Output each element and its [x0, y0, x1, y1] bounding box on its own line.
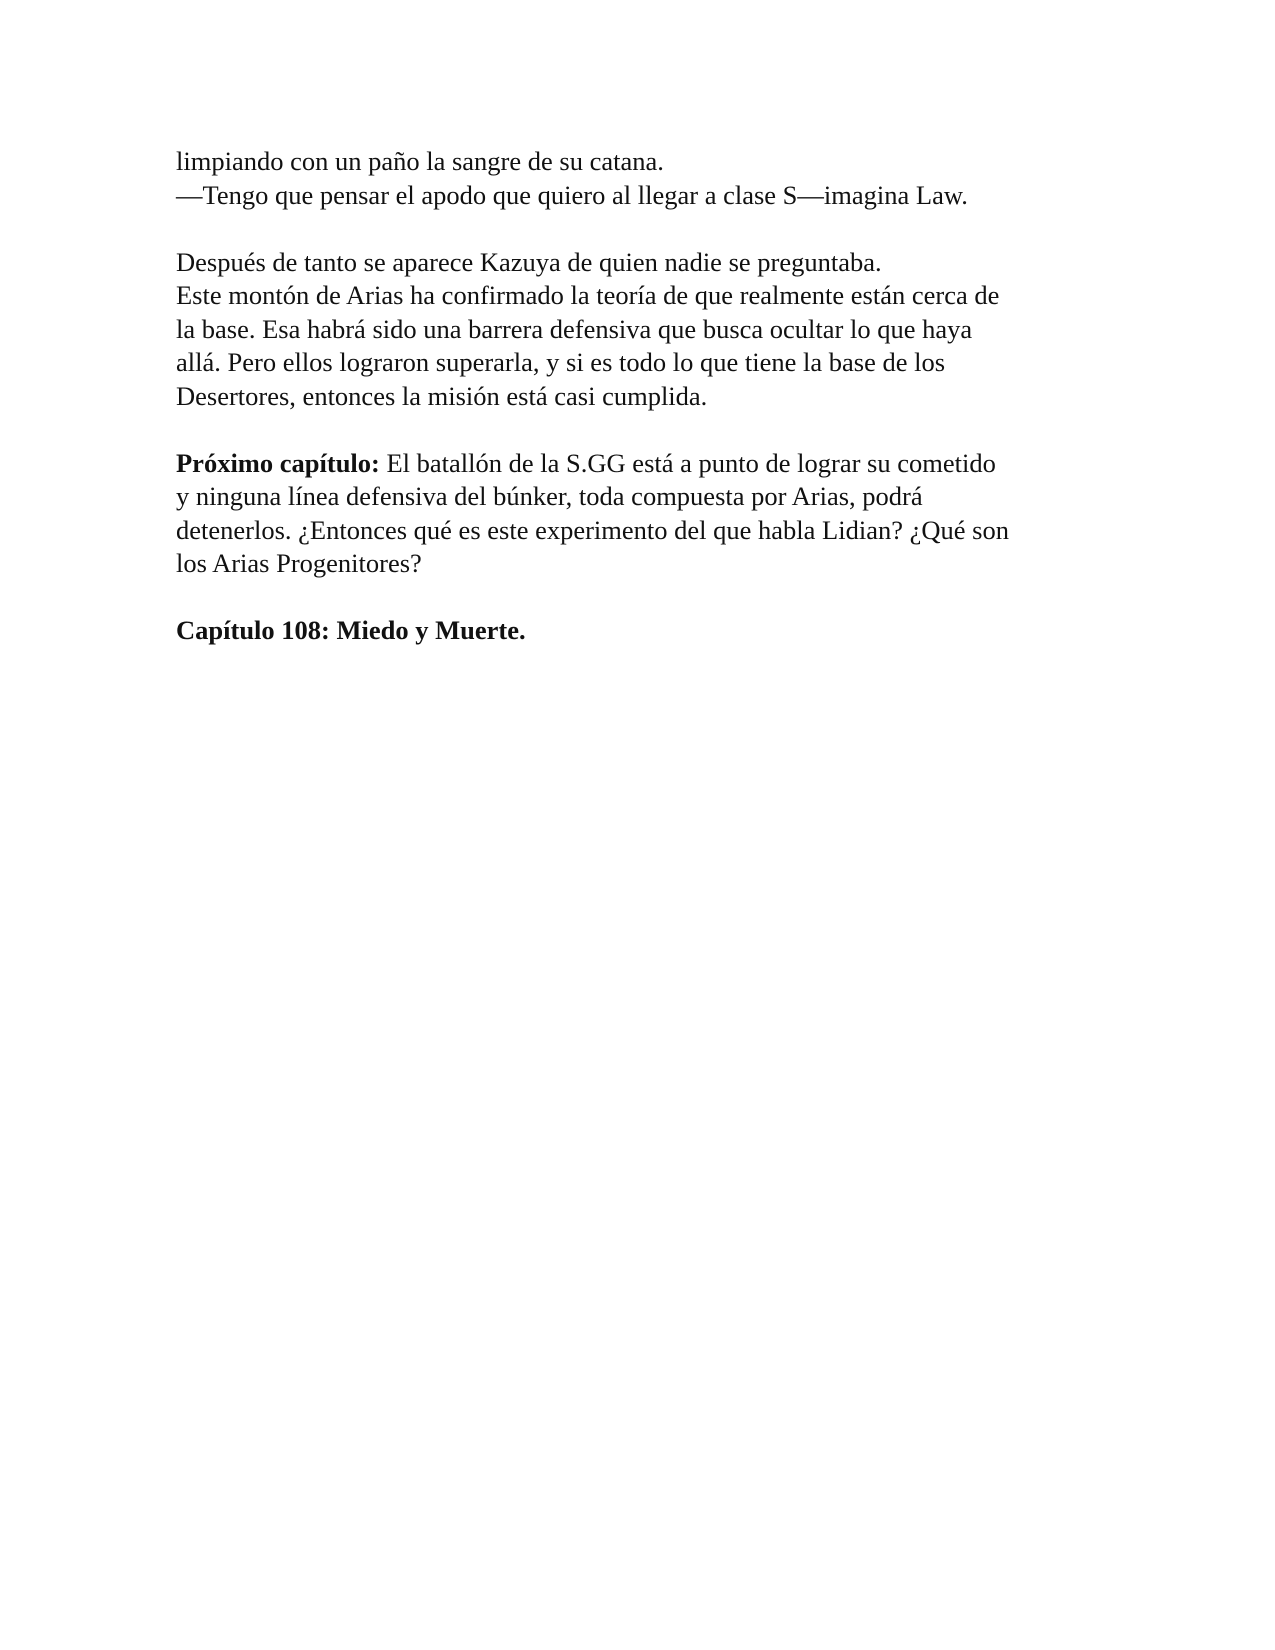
- chapter-title: Capítulo 108: Miedo y Muerte.: [176, 615, 526, 645]
- paragraph-narration-1: [176, 145, 1106, 212]
- text-line: detenerlos. ¿Entonces qué es este experimento del que habla Lidian? ¿Qué son: [176, 514, 1009, 545]
- text-line: la base. Esa habrá sido una barrera defensiva que busca ocultar lo que haya: [176, 313, 973, 344]
- dialogue-line: —Tengo que pensar el apodo que quiero al llegar a clase S—imagina Law.: [176, 179, 968, 210]
- text-line: Desertores, entonces la misión está casi cumplida.: [176, 380, 708, 411]
- text-line: y ninguna línea defensiva del búnker, toda compuesta por Arias, podrá: [176, 481, 923, 511]
- text-line: [176, 447, 1106, 481]
- document-body: [176, 145, 1106, 648]
- text-line: los Arias Progenitores?: [176, 548, 422, 578]
- next-chapter-label: Próximo capítulo:: [176, 447, 380, 478]
- paragraph-narration-2: [176, 246, 1106, 414]
- paragraph-spacer: [176, 581, 1106, 615]
- text-line: limpiando con un paño la sangre de su catana.: [176, 146, 664, 176]
- paragraph-spacer: [176, 413, 1106, 447]
- text-line: Este montón de Arias ha confirmado la teoría de que realmente están cerca de: [176, 280, 1000, 310]
- next-chapter-text: El batallón de la S.GG está a punto de lograr su cometido: [379, 447, 996, 478]
- text-line: allá. Pero ellos lograron superarla, y si es todo lo que tiene la base de los: [176, 347, 946, 377]
- paragraph-spacer: [176, 212, 1106, 246]
- next-chapter-paragraph: [176, 447, 1106, 581]
- text-line: Después de tanto se aparece Kazuya de quien nadie se preguntaba.: [176, 246, 882, 277]
